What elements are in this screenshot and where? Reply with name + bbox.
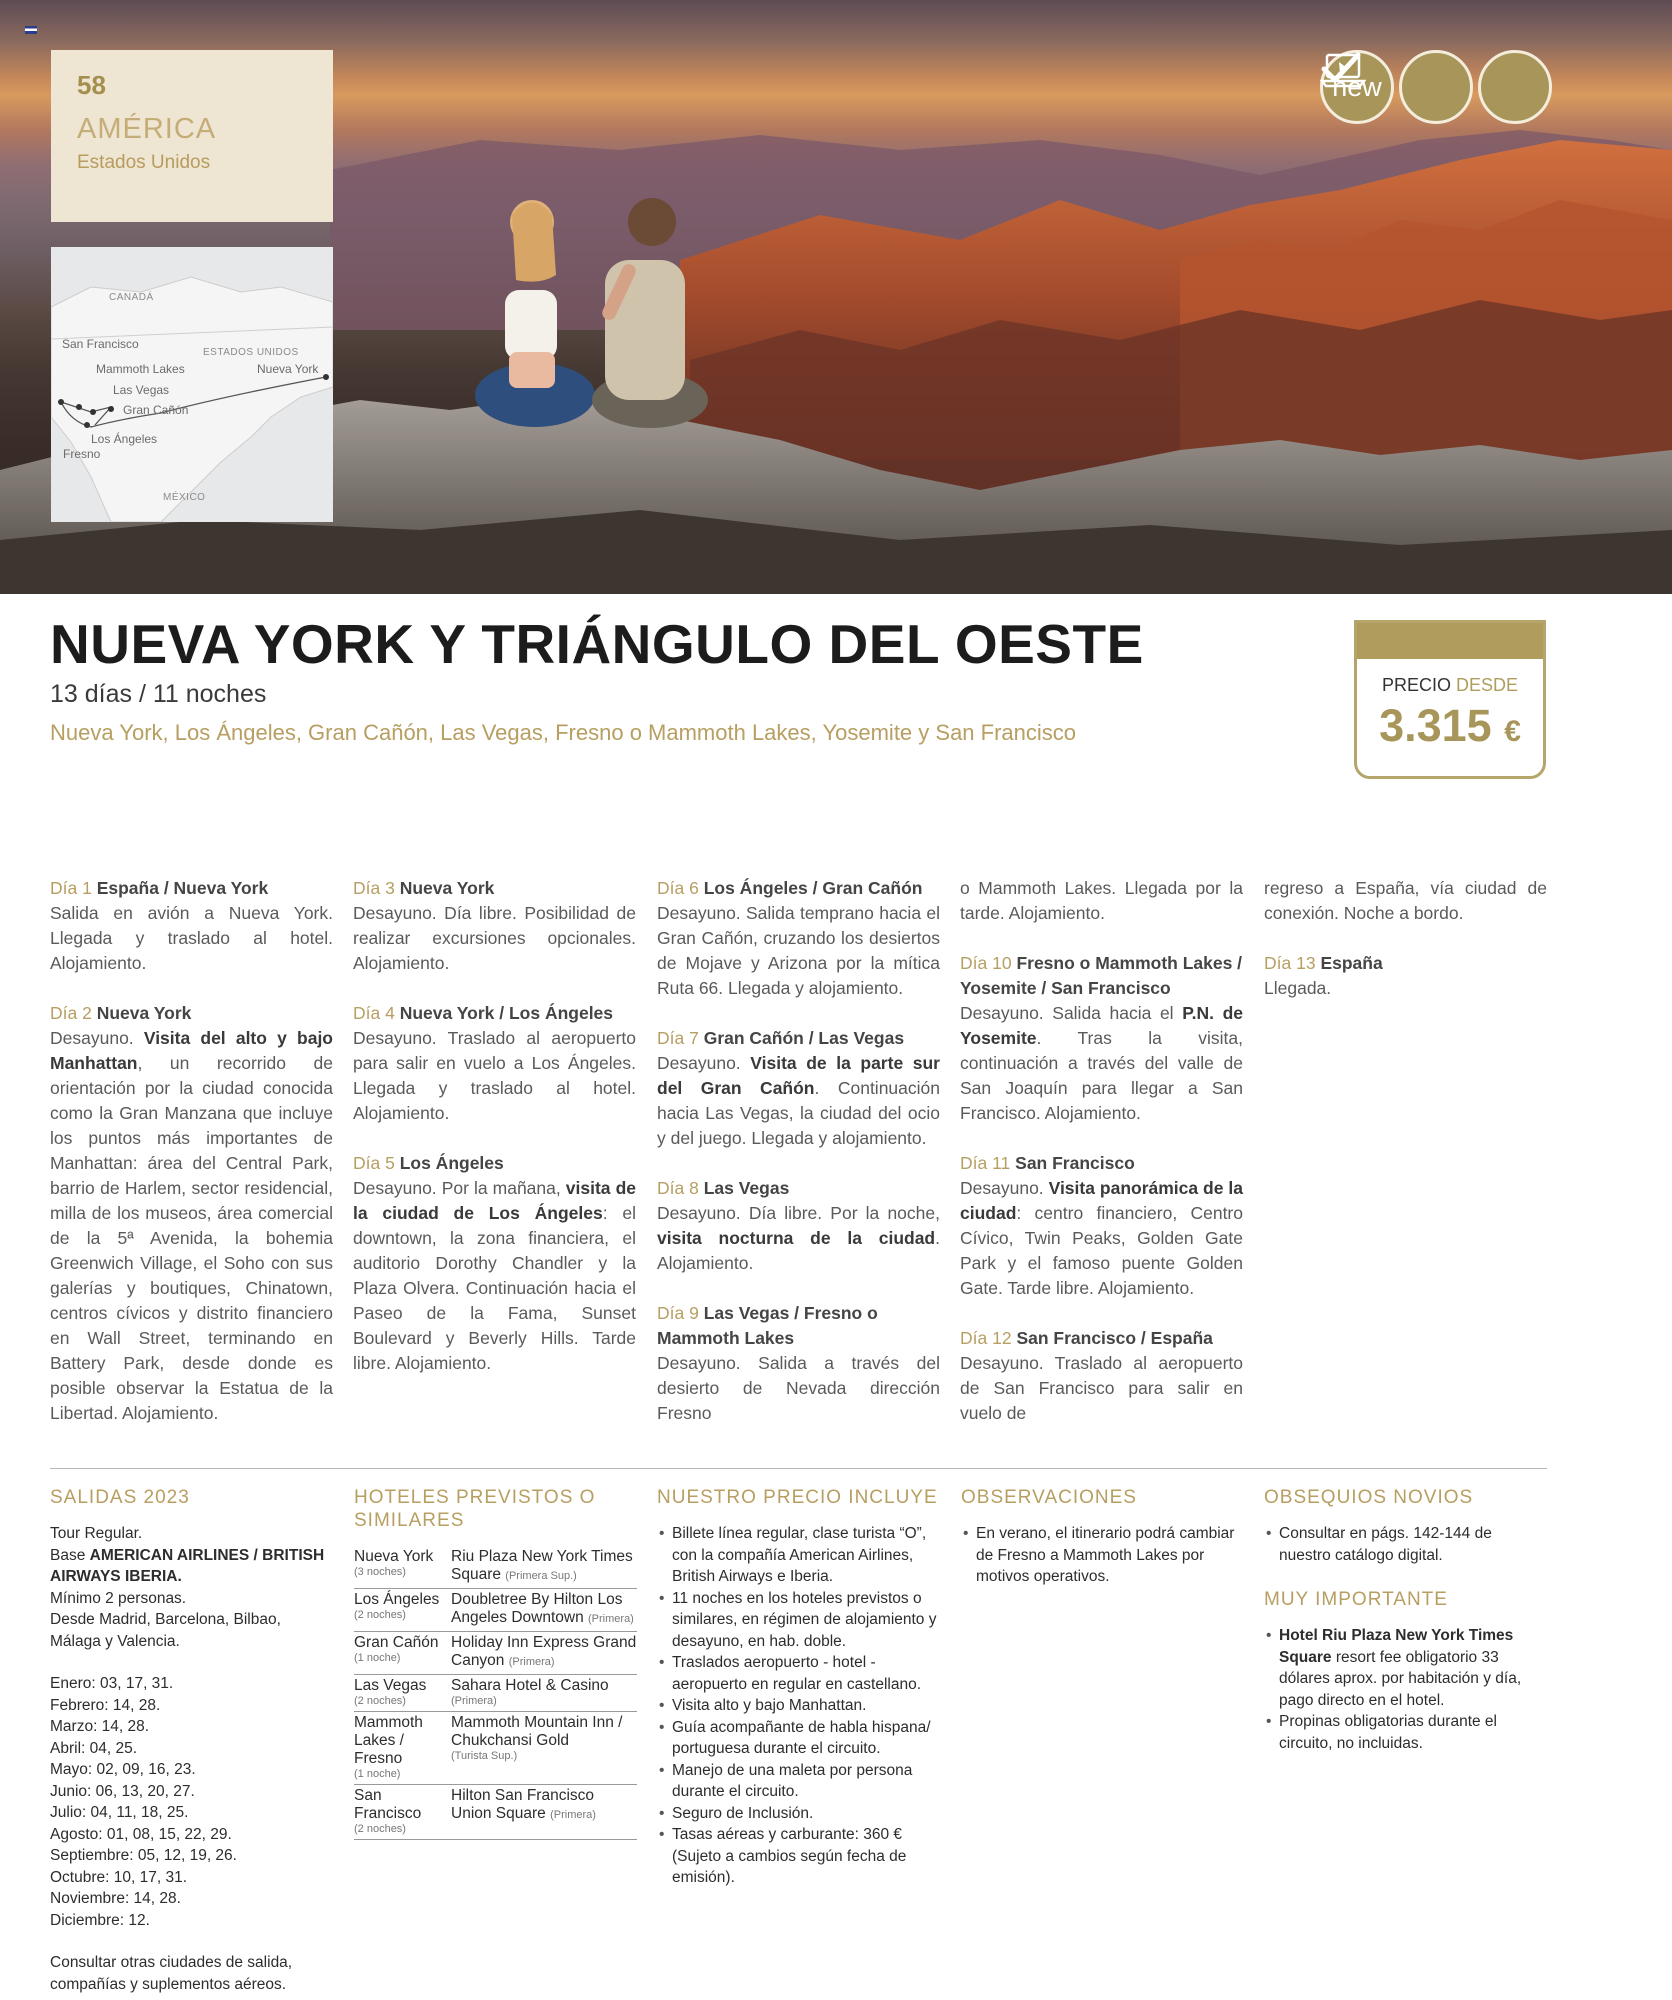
day-text-part: Desayuno. Día libre. Por la noche, bbox=[657, 1203, 940, 1223]
list-item bbox=[1264, 1625, 1547, 1711]
hotel-nights: (2 noches) bbox=[354, 1695, 406, 1707]
map-label-mexico: MÉXICO bbox=[163, 492, 206, 503]
hotel-row bbox=[354, 1546, 637, 1589]
salidas-base-label: Base bbox=[50, 1546, 90, 1564]
observaciones-list bbox=[961, 1523, 1244, 1588]
month-row: Junio: 06, 13, 20, 27. bbox=[50, 1782, 195, 1800]
price-label-text: PRECIO bbox=[1381, 675, 1451, 695]
hotel-city: Nueva York bbox=[354, 1548, 434, 1565]
day-number: Día 10 bbox=[960, 953, 1012, 973]
day-number: Día 6 bbox=[657, 878, 699, 898]
day-text-highlight: Visita del alto y bajo Manhattan bbox=[50, 1028, 333, 1073]
hotel-category: (Primera) bbox=[550, 1809, 596, 1821]
list-item: • Consultar en págs. 142-144 de nuestro catálogo digital. bbox=[1264, 1523, 1547, 1566]
list-item: • En verano, el itinerario podrá cambiar de Fresno a Mammoth Lakes por motivos operativos. bbox=[961, 1523, 1244, 1588]
day-number: Día 12 bbox=[960, 1328, 1012, 1348]
month-row: Enero: 03, 17, 31. bbox=[50, 1675, 174, 1692]
hotel-nights: (1 noche) bbox=[354, 1768, 401, 1780]
day-text: Desayuno. Salida temprano hacia el Gran Cañón, cruzando los desiertos de Mojave y Arizona por la mítica Ruta 66. Llegada y alojamiento. bbox=[657, 903, 940, 998]
day-text: Llegada. bbox=[1264, 978, 1332, 998]
day-9 bbox=[657, 1301, 940, 1426]
month-row: Febrero: 14, 28. bbox=[50, 1696, 161, 1714]
list-item: • Billete línea regular, clase turista “O”, con la compañía American Airlines, British Airways e Iberia. bbox=[657, 1523, 940, 1588]
hotel-nights: (2 noches) bbox=[354, 1823, 406, 1835]
day-12 bbox=[960, 1326, 1243, 1426]
day-text: o Mammoth Lakes. Llegada por la tarde. Alojamiento. bbox=[960, 878, 1243, 923]
map-label-canada: CANADÁ bbox=[109, 292, 154, 303]
day-text-part: Desayuno. Por la mañana, bbox=[353, 1178, 566, 1198]
day-number: Día 3 bbox=[353, 878, 395, 898]
day-title: San Francisco / España bbox=[1016, 1328, 1213, 1348]
day-7 bbox=[657, 1026, 940, 1151]
hotel-row bbox=[354, 1675, 637, 1712]
salidas-tour: Tour Regular. bbox=[50, 1525, 143, 1542]
price-amount: 3.315 bbox=[1379, 700, 1492, 751]
map-label-gran-canon: Gran Cañón bbox=[123, 403, 189, 417]
hotel-name: Riu Plaza New York Times Square bbox=[451, 1548, 633, 1583]
day-text-part: Desayuno. bbox=[50, 1028, 144, 1048]
observaciones-heading: OBSERVACIONES bbox=[961, 1487, 1137, 1508]
hotel-city: Los Ángeles bbox=[354, 1591, 440, 1608]
hotel-city: San Francisco bbox=[354, 1787, 422, 1822]
hotel-name: Doubletree By Hilton Los Angeles Downtown bbox=[451, 1591, 623, 1626]
hotels-table bbox=[354, 1546, 637, 1840]
flag-icon bbox=[25, 26, 37, 34]
new-label: new bbox=[1332, 71, 1382, 102]
hotel-row bbox=[354, 1785, 637, 1840]
itinerary-column-2 bbox=[353, 876, 636, 1401]
day-text: Desayuno. Traslado al aeropuerto de San Francisco para salir en vuelo de bbox=[960, 1353, 1243, 1423]
day-text bbox=[960, 1001, 1243, 1126]
day-text-part: . Tras la visita, continuación a través del valle de San Joaquín para llegar a San Francisco. Alojamiento. bbox=[960, 1028, 1243, 1123]
day-number: Día 1 bbox=[50, 878, 92, 898]
check-icon bbox=[1478, 50, 1552, 124]
day-text bbox=[50, 1026, 333, 1426]
tour-route: Nueva York, Los Ángeles, Gran Cañón, Las Vegas, Fresno o Mammoth Lakes, Yosemite y San Francisco bbox=[50, 720, 1077, 745]
day-text-highlight: P.N. de Yosemite bbox=[960, 1003, 1243, 1048]
hotel-category: (Primera) bbox=[588, 1613, 634, 1625]
hotel-city: Mammoth Lakes / Fresno bbox=[354, 1714, 423, 1767]
salidas-desde: Desde Madrid, Barcelona, Bilbao, Málaga y Valencia. bbox=[50, 1611, 281, 1650]
month-row: Agosto: 01, 08, 15, 22, 29. bbox=[50, 1825, 232, 1843]
list-item: • Traslados aeropuerto - hotel - aeropuerto en regular en castellano. bbox=[657, 1652, 940, 1695]
map-label-mammoth: Mammoth Lakes bbox=[96, 362, 185, 376]
hotel-nights: (3 noches) bbox=[354, 1566, 406, 1578]
day-text-part: Desayuno. bbox=[960, 1178, 1049, 1198]
hotel-category: (Primera Sup.) bbox=[505, 1570, 577, 1582]
tour-duration: 13 días / 11 noches bbox=[50, 680, 267, 708]
day-title: Los Ángeles / Gran Cañón bbox=[703, 878, 923, 898]
hotel-name: Hilton San Francisco Union Square bbox=[451, 1787, 595, 1822]
obsequios-section bbox=[1264, 1486, 1547, 1754]
laptop-icon bbox=[1399, 50, 1473, 124]
day-title: Nueva York bbox=[399, 878, 495, 898]
day-2 bbox=[50, 1001, 333, 1426]
section-divider bbox=[50, 1468, 1547, 1469]
price-currency: € bbox=[1504, 715, 1521, 748]
map-label-fresno: Fresno bbox=[63, 447, 101, 461]
hotel-name: Mammoth Mountain Inn / Chukchansi Gold bbox=[451, 1714, 623, 1749]
hotel-category: (Primera) bbox=[508, 1656, 555, 1668]
itinerary-column-3 bbox=[657, 876, 940, 1451]
day-text-highlight: visita nocturna de la ciudad bbox=[657, 1228, 936, 1248]
hotel-city: Las Vegas bbox=[354, 1677, 427, 1694]
importante-text: resort fee obligatorio 33 dólares aprox. por habitación y día, pago directo en el hotel. bbox=[1279, 1648, 1522, 1709]
hotel-name: Sahara Hotel & Casino bbox=[451, 1677, 609, 1694]
day-number: Día 7 bbox=[657, 1028, 699, 1048]
observaciones-section bbox=[961, 1486, 1244, 1588]
day-text-part: : centro financiero, Centro Cívico, Twin Peaks, Golden Gate Park y el famoso puente Golden Gate. Tarde libre. Alojamiento. bbox=[960, 1203, 1243, 1298]
map-label-usa: ESTADOS UNIDOS bbox=[203, 347, 299, 358]
hotel-nights: (1 noche) bbox=[354, 1652, 401, 1664]
day-text-part: . Alojamiento. bbox=[657, 1228, 940, 1273]
day-8 bbox=[657, 1176, 940, 1276]
hotel-row bbox=[354, 1632, 637, 1675]
region-box bbox=[51, 50, 333, 222]
hotel-city: Gran Cañón bbox=[354, 1634, 439, 1651]
importante-list bbox=[1264, 1625, 1547, 1754]
month-row: Octubre: 10, 17, 31. bbox=[50, 1868, 188, 1886]
day-text-part: . Continuación hacia Las Vegas, la ciudad del ocio y del juego. Llegada y alojamiento. bbox=[657, 1078, 940, 1148]
day-text: Salida en avión a Nueva York. Llegada y traslado al hotel. Alojamiento. bbox=[50, 903, 333, 973]
route-map bbox=[51, 247, 333, 522]
day-title: España bbox=[1320, 953, 1383, 973]
day-title: Nueva York bbox=[96, 1003, 192, 1023]
day-number: Día 9 bbox=[657, 1303, 699, 1323]
itinerary bbox=[50, 876, 1550, 1423]
hotel-category: (Turista Sup.) bbox=[451, 1750, 518, 1762]
price-header-bar bbox=[1357, 623, 1543, 659]
day-9-continued bbox=[960, 876, 1243, 926]
day-number: Día 4 bbox=[353, 1003, 395, 1023]
itinerary-column-1 bbox=[50, 876, 333, 1451]
day-title: Nueva York / Los Ángeles bbox=[399, 1003, 614, 1023]
month-row: Marzo: 14, 28. bbox=[50, 1718, 150, 1735]
hotel-row bbox=[354, 1712, 637, 1785]
incluye-section bbox=[657, 1486, 940, 1889]
day-text: Desayuno. Traslado al aeropuerto para salir en vuelo a Los Ángeles. Llegada y traslado al hotel. Alojamiento. bbox=[353, 1028, 636, 1123]
day-5 bbox=[353, 1151, 636, 1376]
day-text: regreso a España, vía ciudad de conexión. Noche a bordo. bbox=[1264, 878, 1547, 923]
day-number: Día 8 bbox=[657, 1178, 699, 1198]
list-item: • Propinas obligatorias durante el circuito, no incluidas. bbox=[1264, 1711, 1547, 1754]
month-row: Noviembre: 14, 28. bbox=[50, 1890, 181, 1907]
map-label-las-vegas: Las Vegas bbox=[113, 383, 170, 397]
price-desde-text: DESDE bbox=[1456, 675, 1519, 695]
list-item: • Guía acompañante de habla hispana/ portuguesa durante el circuito. bbox=[657, 1717, 940, 1760]
hoteles-section bbox=[354, 1486, 637, 1840]
day-number: Día 13 bbox=[1264, 953, 1316, 973]
day-3 bbox=[353, 876, 636, 976]
hero-image bbox=[0, 0, 1672, 594]
map-label-los-angeles: Los Ángeles bbox=[91, 432, 158, 446]
hotel-name: Holiday Inn Express Grand Canyon bbox=[451, 1634, 637, 1669]
day-text-part: , un recorrido de orientación por la ciudad conocida como la Gran Manzana que incluye los puntos más importantes de Manhattan: área del Central Park, barrio de Harlem, sector residencial, milla de los museos, área comercial de la 5ª Avenida, la bohemia Greenwich Village, el Soho con sus galerías y boutiques, Chinatown, centros cívicos y distrito financiero en Wall Street, terminando en Battery Park, desde donde es posible observar la Estatua de la Libertad. Alojamiento. bbox=[50, 1053, 333, 1423]
day-title: Las Vegas / Fresno o Mammoth Lakes bbox=[657, 1303, 878, 1348]
continent-label: AMÉRICA bbox=[77, 113, 217, 145]
hotel-row bbox=[354, 1589, 637, 1632]
hotel-category: (Primera) bbox=[451, 1695, 497, 1707]
list-item: • Manejo de una maleta por persona durante el circuito. bbox=[657, 1760, 940, 1803]
salidas-minimo: Mínimo 2 personas. bbox=[50, 1589, 187, 1607]
day-number: Día 2 bbox=[50, 1003, 92, 1023]
day-text bbox=[657, 1051, 940, 1151]
month-row: Mayo: 02, 09, 16, 23. bbox=[50, 1761, 196, 1778]
day-number: Día 11 bbox=[960, 1153, 1011, 1173]
day-12-continued bbox=[1264, 876, 1547, 926]
day-10 bbox=[960, 951, 1243, 1126]
day-11 bbox=[960, 1151, 1243, 1301]
month-row: Abril: 04, 25. bbox=[50, 1739, 138, 1757]
day-4 bbox=[353, 1001, 636, 1126]
itinerary-column-5 bbox=[1264, 876, 1547, 1026]
map-outline bbox=[51, 247, 333, 522]
day-text-highlight: Visita panorámica de la ciudad bbox=[960, 1178, 1243, 1223]
hoteles-heading: HOTELES PREVISTOS O SIMILARES bbox=[354, 1487, 596, 1531]
salidas-section bbox=[50, 1486, 333, 1995]
day-text: Desayuno. Salida a través del desierto de Nevada dirección Fresno bbox=[657, 1353, 940, 1423]
day-text bbox=[657, 1201, 940, 1276]
map-label-nueva-york: Nueva York bbox=[257, 362, 319, 376]
day-title: Gran Cañón / Las Vegas bbox=[703, 1028, 905, 1048]
incluye-list bbox=[657, 1523, 940, 1889]
day-title: Fresno o Mammoth Lakes / Yosemite / San Francisco bbox=[960, 953, 1243, 998]
obsequios-heading: OBSEQUIOS NOVIOS bbox=[1264, 1487, 1474, 1508]
importante-heading: MUY IMPORTANTE bbox=[1264, 1589, 1448, 1610]
map-label-san-francisco: San Francisco bbox=[62, 337, 139, 351]
day-text-part: Desayuno. bbox=[657, 1053, 751, 1073]
list-item: • Seguro de Inclusión. bbox=[657, 1803, 940, 1825]
day-1 bbox=[50, 876, 333, 976]
day-text-highlight: visita de la ciudad de Los Ángeles bbox=[353, 1178, 636, 1223]
price-box bbox=[1354, 620, 1546, 779]
incluye-heading: NUESTRO PRECIO INCLUYE bbox=[657, 1487, 938, 1508]
country-label: Estados Unidos bbox=[77, 152, 211, 173]
list-item: • Visita alto y bajo Manhattan. bbox=[657, 1695, 940, 1717]
salidas-airlines: AMERICAN AIRLINES / BRITISH AIRWAYS IBERIA. bbox=[50, 1546, 325, 1585]
month-row: Diciembre: 12. bbox=[50, 1911, 150, 1929]
obsequios-list bbox=[1264, 1523, 1547, 1566]
day-text-highlight: Visita de la parte sur del Gran Cañón bbox=[657, 1053, 940, 1098]
page-number: 58 bbox=[77, 70, 106, 100]
day-title: España / Nueva York bbox=[96, 878, 269, 898]
salidas-base bbox=[50, 1545, 333, 1588]
day-text-part: : el downtown, la zona financiera, el auditorio Dorothy Chandler y la Plaza Olvera. Continuación hacia el Paseo de la Fama, Sunset Boulevard y Beverly Hills. Tarde libre. Alojamiento. bbox=[353, 1203, 636, 1373]
hotel-nights: (2 noches) bbox=[354, 1609, 406, 1621]
day-6 bbox=[657, 876, 940, 1001]
day-text: Desayuno. Día libre. Posibilidad de realizar excursiones opcionales. Alojamiento. bbox=[353, 903, 636, 973]
day-13 bbox=[1264, 951, 1547, 1001]
tour-title: NUEVA YORK Y TRIÁNGULO DEL OESTE bbox=[50, 613, 1144, 675]
month-row: Julio: 04, 11, 18, 25. bbox=[50, 1804, 189, 1821]
badges bbox=[1320, 50, 1552, 124]
day-title: San Francisco bbox=[1015, 1153, 1135, 1173]
day-number: Día 5 bbox=[353, 1153, 395, 1173]
price-value bbox=[1357, 700, 1543, 752]
list-item: • Tasas aéreas y carburante: 360 € (Sujeto a cambios según fecha de emisión). bbox=[657, 1824, 940, 1889]
day-title: Las Vegas bbox=[703, 1178, 790, 1198]
salidas-heading: SALIDAS 2023 bbox=[50, 1487, 190, 1508]
day-text bbox=[960, 1176, 1243, 1301]
day-title: Los Ángeles bbox=[399, 1153, 504, 1173]
price-label bbox=[1357, 675, 1543, 696]
day-text bbox=[353, 1176, 636, 1376]
itinerary-column-4 bbox=[960, 876, 1243, 1451]
list-item: • 11 noches en los hoteles previstos o similares, en régimen de alojamiento y desayuno, en hab. doble. bbox=[657, 1588, 940, 1653]
salidas-note: Consultar otras ciudades de salida, compañías y suplementos aéreos. bbox=[50, 1954, 293, 1993]
importante-hotel: Hotel Riu Plaza New York Times Square bbox=[1279, 1627, 1514, 1666]
month-row: Septiembre: 05, 12, 19, 26. bbox=[50, 1847, 237, 1864]
day-text-part: Desayuno. Salida hacia el bbox=[960, 1003, 1183, 1023]
